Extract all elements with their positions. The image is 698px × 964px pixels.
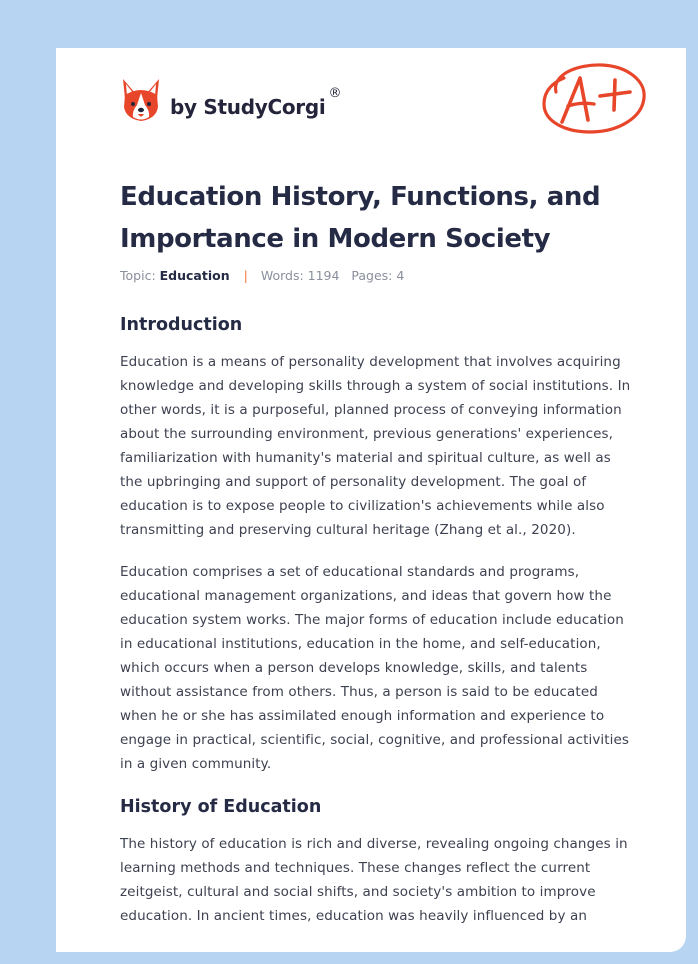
grade-badge-icon [538, 58, 650, 140]
meta-separator: | [243, 268, 248, 283]
article-body [120, 312, 632, 946]
article-meta [120, 268, 404, 283]
brand-logo[interactable] [120, 74, 341, 128]
pages-count: 4 [396, 268, 405, 283]
topic-label: Topic: [120, 268, 156, 283]
corgi-icon [120, 77, 162, 125]
section-heading-history: History of Education [120, 797, 322, 817]
paragraph: The history of education is rich and diverse, revealing ongoing changes in learning methods and techniques. These changes reflect the current zeitgeist, cultural and social shifts, and society's ambition to improve education. In ancient times, education was heavily influenced by an [120, 836, 628, 924]
registered-mark: ® [328, 85, 342, 101]
topic-link[interactable]: Education [159, 268, 230, 283]
pages-label: Pages: [351, 268, 393, 283]
words-count: 1194 [307, 268, 340, 283]
words-label: Words: [260, 268, 304, 283]
document-page [56, 48, 686, 952]
paragraph: Education is a means of personality development that involves acquiring knowledge and developing skills through a system of social institutions. In other words, it is a purposeful, planned process of conveying information about the surrounding environment, previous generations' experiences, familiarization with humanity's material and spiritual culture, as well as the upbringing and support of personality development. The goal of education is to expose people to civilization's achievements while also transmitting and preserving cultural heritage (Zhang et al., 2020). [120, 354, 631, 538]
section-heading-introduction: Introduction [120, 315, 243, 335]
brand-name: by StudyCorgi [170, 95, 326, 119]
article-title: Education History, Functions, and Importance in Modern Society [120, 182, 601, 254]
paragraph: Education comprises a set of educational standards and programs, educational management organizations, and ideas that govern how the education system works. The major forms of education include education in educational institutions, education in the home, and self-education, which occurs when a person develops knowledge, skills, and talents without assistance from others. Thus, a person is said to be educated when he or she has assimilated enough information and experience to engage in practical, scientific, social, cognitive, and professional activities in a given community. [120, 564, 630, 772]
